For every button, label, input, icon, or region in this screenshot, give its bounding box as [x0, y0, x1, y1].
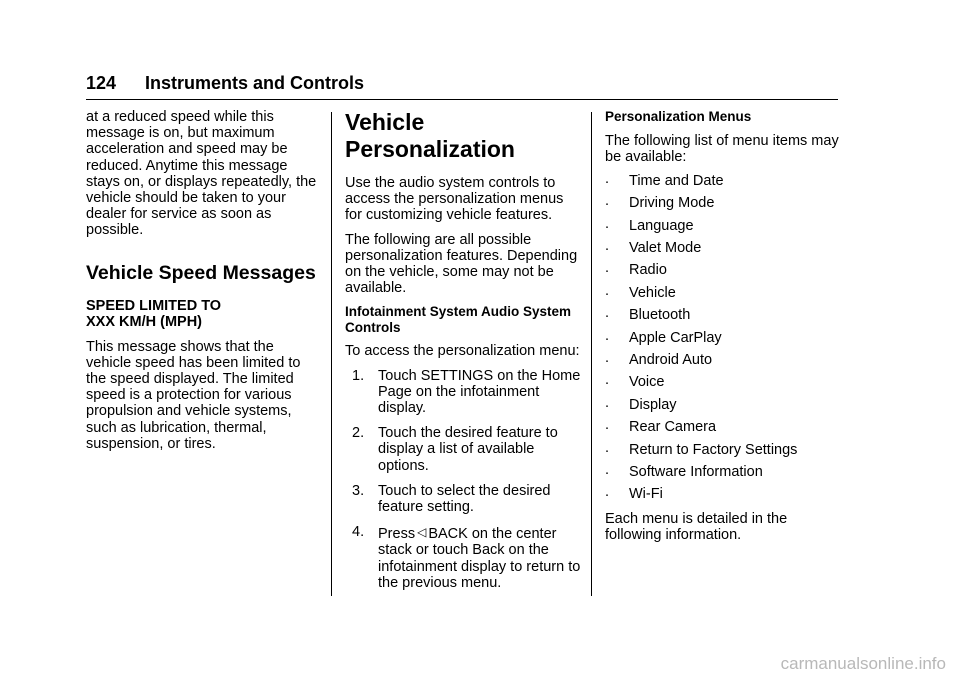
bullet-marker: .	[605, 215, 610, 232]
menu-list-item	[605, 486, 841, 502]
menu-list-item	[605, 394, 841, 413]
bullet-marker: .	[605, 193, 610, 210]
menu-list-item	[605, 419, 841, 435]
column-left	[86, 109, 318, 460]
chapter-title: Vehicle Personalization	[345, 109, 515, 162]
bullet-marker: .	[605, 170, 610, 187]
bullet-marker: .	[605, 260, 610, 277]
step-item: 4. Press ◁ BACK on the center stack or touch Back on the infotainment display to return to the previous menu.	[352, 524, 581, 591]
menu-list-item	[605, 262, 841, 278]
paragraph: Each menu is detailed in the following information.	[605, 510, 788, 543]
menu-item-label: Radio	[629, 262, 667, 279]
menu-item-label: Language	[629, 217, 694, 234]
menu-item-label: Voice	[629, 374, 665, 391]
bullet-marker: .	[605, 305, 610, 322]
step-item: 2. Touch the desired feature to display a list of available options.	[352, 425, 558, 474]
column-divider	[591, 112, 592, 596]
menu-item-label: Wi-Fi	[629, 486, 663, 503]
menu-list-item	[605, 439, 841, 458]
menu-item-label: Vehicle	[629, 284, 676, 301]
subsection-heading: Infotainment System Audio System Controls	[345, 304, 572, 335]
bullet-marker: .	[605, 350, 610, 367]
menu-list-item	[605, 170, 841, 189]
step-item: 1. Touch SETTINGS on the Home Page on the infotainment display.	[352, 367, 581, 417]
paragraph: The following are all possible personalization features. Depending on the vehicle, some may not be available.	[345, 231, 578, 297]
menu-list-item	[605, 240, 841, 256]
section-heading: Vehicle Speed Messages	[86, 261, 316, 284]
bullet-marker: .	[605, 327, 610, 344]
menu-list-item	[605, 282, 841, 301]
bullet-marker: .	[605, 417, 610, 434]
menu-list-item	[605, 195, 841, 211]
bullet-marker: .	[605, 484, 610, 501]
page-header	[86, 71, 838, 100]
menu-list-item	[605, 352, 841, 368]
menu-item-label: Software Information	[629, 463, 763, 480]
paragraph: Use the audio system controls to access the personalization menus for customizing vehicle features.	[345, 175, 564, 224]
column-divider	[331, 112, 332, 596]
menu-list-item	[605, 374, 841, 390]
menu-item-label: Display	[629, 396, 677, 413]
menu-item-label: Valet Mode	[629, 240, 702, 257]
page-number: 124	[86, 73, 117, 93]
bullet-marker: .	[605, 282, 610, 299]
menu-item-label: Time and Date	[629, 172, 724, 189]
column-right	[605, 109, 841, 551]
steps-list	[345, 368, 581, 591]
paragraph: To access the personalization menu:	[345, 343, 580, 360]
menu-item-label: Bluetooth	[629, 307, 691, 324]
message-heading: SPEED LIMITED TO XXX KM/H (MPH)	[86, 297, 222, 331]
menu-item-label: Android Auto	[629, 352, 713, 369]
subsection-heading: Personalization Menus	[605, 109, 752, 124]
bullet-marker: .	[605, 461, 610, 478]
paragraph: The following list of menu items may be available:	[605, 132, 839, 165]
step-item: 3. Touch to select the desired feature setting.	[352, 482, 551, 516]
menu-item-label: Return to Factory Settings	[629, 441, 798, 458]
menu-list-item	[605, 461, 841, 480]
continued-paragraph: at a reduced speed while this message is on, but maximum acceleration and speed may be reduced. Anytime this message stays on, or displays repeatedly, the vehicle should be taken to your dealer for service as soon as possible.	[86, 109, 317, 239]
menu-item-label: Rear Camera	[629, 419, 717, 436]
back-arrow-icon: ◁	[417, 525, 427, 540]
watermark: carmanualsonline.info	[780, 654, 946, 673]
message-description: This message shows that the vehicle speed has been limited to the speed displayed. The limited speed is a protection for various propulsion and vehicle systems, such as lubrication, thermal, suspension, or tires.	[86, 338, 301, 452]
menu-items-list	[605, 170, 841, 503]
bullet-marker: .	[605, 394, 610, 411]
menu-item-label: Apple CarPlay	[629, 329, 722, 346]
menu-list-item	[605, 215, 841, 234]
bullet-marker: .	[605, 372, 610, 389]
menu-item-label: Driving Mode	[629, 195, 715, 212]
bullet-marker: .	[605, 439, 610, 456]
menu-list-item	[605, 307, 841, 323]
bullet-marker: .	[605, 238, 610, 255]
section-title: Instruments and Controls	[145, 73, 365, 93]
menu-list-item	[605, 327, 841, 346]
column-middle	[345, 109, 581, 600]
